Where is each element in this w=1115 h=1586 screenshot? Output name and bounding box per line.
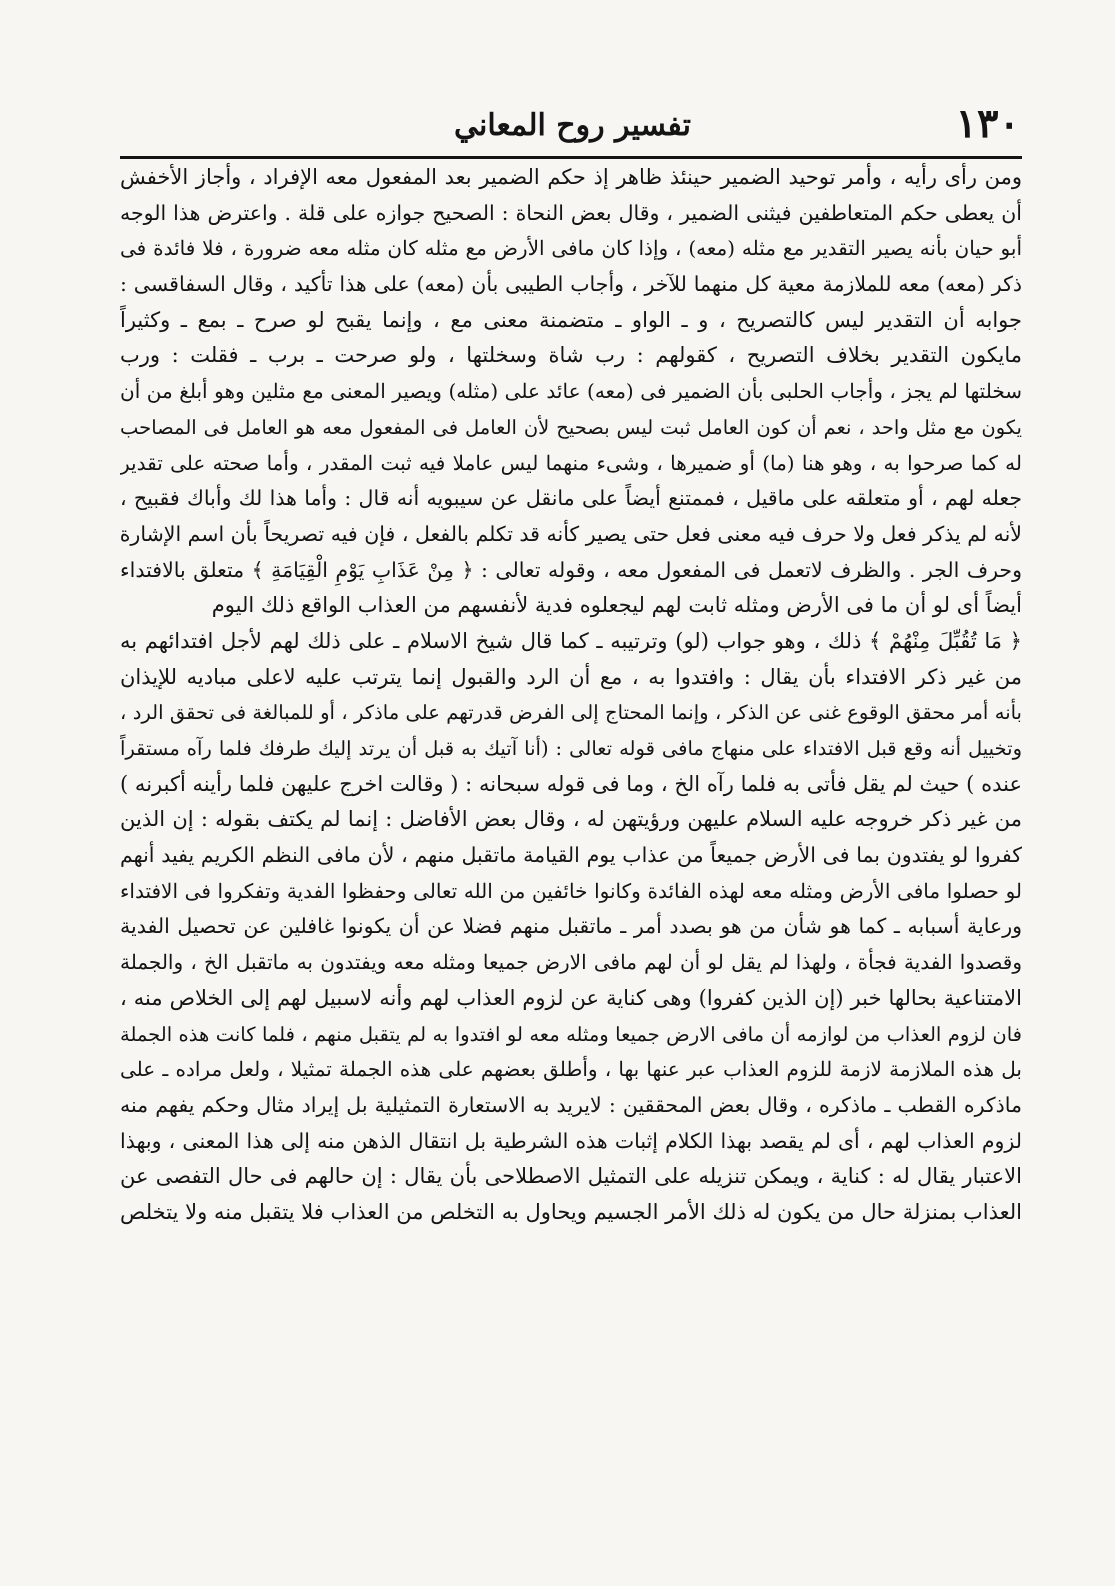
text-line: ﴿ مَا تُقُبِّلَ مِنْهُمْ ﴾ ذلك ، وهو جواب (لو) وترتيبه ـ كما قال شيخ الاسلام ـ على ذلك لهم لأجل افتدائهم به [120,628,1022,653]
text-line: وقصدوا الفدية فجأة ، ولهذا لم يقل لو أن لهم مافى الارض جميعا ومثله معه ويفتدون به ماتقبل الخ ، والجملة [120,950,1022,975]
text-line: لأنه لم يذكر فعل ولا حرف فيه معنى فعل حتى يصير كأنه قد تكلم بالفعل ، فإن فيه تصريحاً بأن اسم الإشارة [120,521,1022,546]
text-line: ورعاية أسبابه ـ كما هو شأن من هو بصدد أمر ـ ماتقبل منهم فضلا عن أن يكونوا غافلين عن تحصيل الفدية [120,914,1022,939]
text-line: أبو حيان بأنه يصير التقدير مع مثله (معه) ، وإذا كان مافى الأرض مع مثله كان مثله معه ضرورة ، فلا فائدة فى [120,236,1022,261]
text-line: ومن رأى رأيه ، وأمر توحيد الضمير حينئذ ظاهر إذ حكم الضمير بعد المفعول معه الإفراد ، وأجاز الأخفش [120,165,1022,189]
text-line: لزوم العذاب لهم ، أى لم يقصد بهذا الكلام إثبات هذه الشرطية بل انتقال الذهن منه إلى هذا المعنى ، وبهذا [120,1128,1022,1153]
text-line: جوابه أن التقدير ليس كالتصريح ، و ـ الواو ـ متضمنة معنى مع ، وإنما يقبح لو صرح ـ بمع ـ وكثيراً [120,307,1022,332]
text-line: ماذكره القطب ـ ماذكره ، وقال بعض المحققين : لايريد به الاستعارة التمثيلية بل إيراد مثال وحكم يفهم منه [120,1092,1022,1117]
text-line: مايكون التقدير بخلاف التصريح ، كقولهم : رب شاة وسخلتها ، ولو صرحت ـ برب ـ فقلت : ورب [120,343,1022,368]
text-line: كفروا لو يفتدون بما فى الأرض جميعاً من عذاب يوم القيامة ماتقبل منهم ، لأن مافى النظم الكريم يفيد أنهم [120,843,1022,868]
text-line: لو حصلوا مافى الأرض ومثله معه لهذه الفائدة وكانوا خائفين من الله تعالى وحفظوا الفدية وتفكروا فى الافتداء [120,878,1022,903]
text-line: سخلتها لم يجز ، وأجاب الحلبى بأن الضمير فى (معه) عائد على (مثله) ويصير المعنى مع مثلين وهو أبلغ من أن [120,379,1022,404]
text-line: من غير ذكر الافتداء بأن يقال : وافتدوا به ، مع أن الرد والقبول إنما يترتب عليه لاعلى مباديه للإيذان [120,664,1022,689]
text-line: ذكر (معه) معه للملازمة معية كل منهما للآخر ، وأجاب الطيبى بأن (معه) على هذا تأكيد ، وقال السفاقسى : [120,272,1022,297]
text-line: يكون مع مثل واحد ، نعم أن كون العامل ثبت ليس بصحيح لأن العامل فى المفعول معه هو العامل فى المصاحب [120,415,1022,439]
text-line: العذاب بمنزلة حال من يكون له ذلك الأمر الجسيم ويحاول به التخلص من العذاب فلا يتقبل منه ولا يتخلص [120,1199,1022,1224]
header-rule [120,156,1022,159]
text-line: عنده ) حيث لم يقل فأتى به فلما رآه الخ ، وما فى قوله سبحانه : ( وقالت اخرج عليهن فلما رأينه أكبرنه ) [120,771,1022,796]
page-header [125,100,1020,152]
text-line: أيضاً أى لو أن ما فى الأرض ومثله ثابت لهم ليجعلوه فدية لأنفسهم من العذاب الواقع ذلك اليوم [211,593,1022,618]
page-number: ١٣٠ [955,100,1020,147]
text-line: فان لزوم العذاب من لوازمه أن مافى الارض جميعا ومثله معه لو افتدوا به لم يتقبل منهم ، فلما كانت هذه الجملة [120,1022,1022,1046]
text-line: جعله لهم ، أو متعلقه على ماقيل ، فممتنع أيضاً على مانقل عن سيبويه أنه قال : وأما هذا لك وأباك فقبيح ، [120,486,1022,511]
text-line: الاعتبار يقال له : كناية ، ويمكن تنزيله على التمثيل الاصطلاحى بأن يقال : إن حالهم فى حال التفصى عن [120,1164,1022,1189]
body-text [120,160,1022,1231]
text-line: وتخييل أنه وقع قبل الافتداء على منهاج مافى قوله تعالى : (أنا آتيك به قبل أن يرتد إليك طرفك فلما رآه مستقراً [120,737,1022,760]
text-line: بل هذه الملازمة لازمة للزوم العذاب عبر عنها بها ، وأطلق بعضهم على هذه الجملة تمثيلا ، ولعل مراده ـ على [120,1057,1022,1082]
text-line: أن يعطى حكم المتعاطفين فيثنى الضمير ، وقال بعض النحاة : الصحيح جوازه على قلة . واعترض هذا الوجه [120,200,1022,225]
running-title: تفسير روح المعاني [454,108,691,143]
text-line: وحرف الجر . والظرف لاتعمل فى المفعول معه ، وقوله تعالى : ﴿ مِنْ عَذَابِ يَوْمِ الْقِيَامَةِ ﴾ متعلق بالافتداء [120,557,1022,582]
text-line: له كما صرحوا به ، وهو هنا (ما) أو ضميرها ، وشىء منهما ليس عاملا فيه ثبت المقدر ، وأما صحته على تقدير [120,450,1022,475]
text-line: الامتناعية بحالها خبر (إن الذين كفروا) وهى كناية عن لزوم العذاب لهم وأنه لاسبيل لهم إلى الخلاص منه ، [120,985,1022,1010]
text-line: من غير ذكر خروجه عليه السلام عليهن ورؤيتهن له ، وقال بعض الأفاضل : إنما لم يكتف بقوله : إن الذين [120,807,1022,832]
text-line: بأنه أمر محقق الوقوع غنى عن الذكر ، وإنما المحتاج إلى الفرض قدرتهم على ماذكر ، أو للمبالغة فى تحقق الرد ، [120,701,1022,725]
